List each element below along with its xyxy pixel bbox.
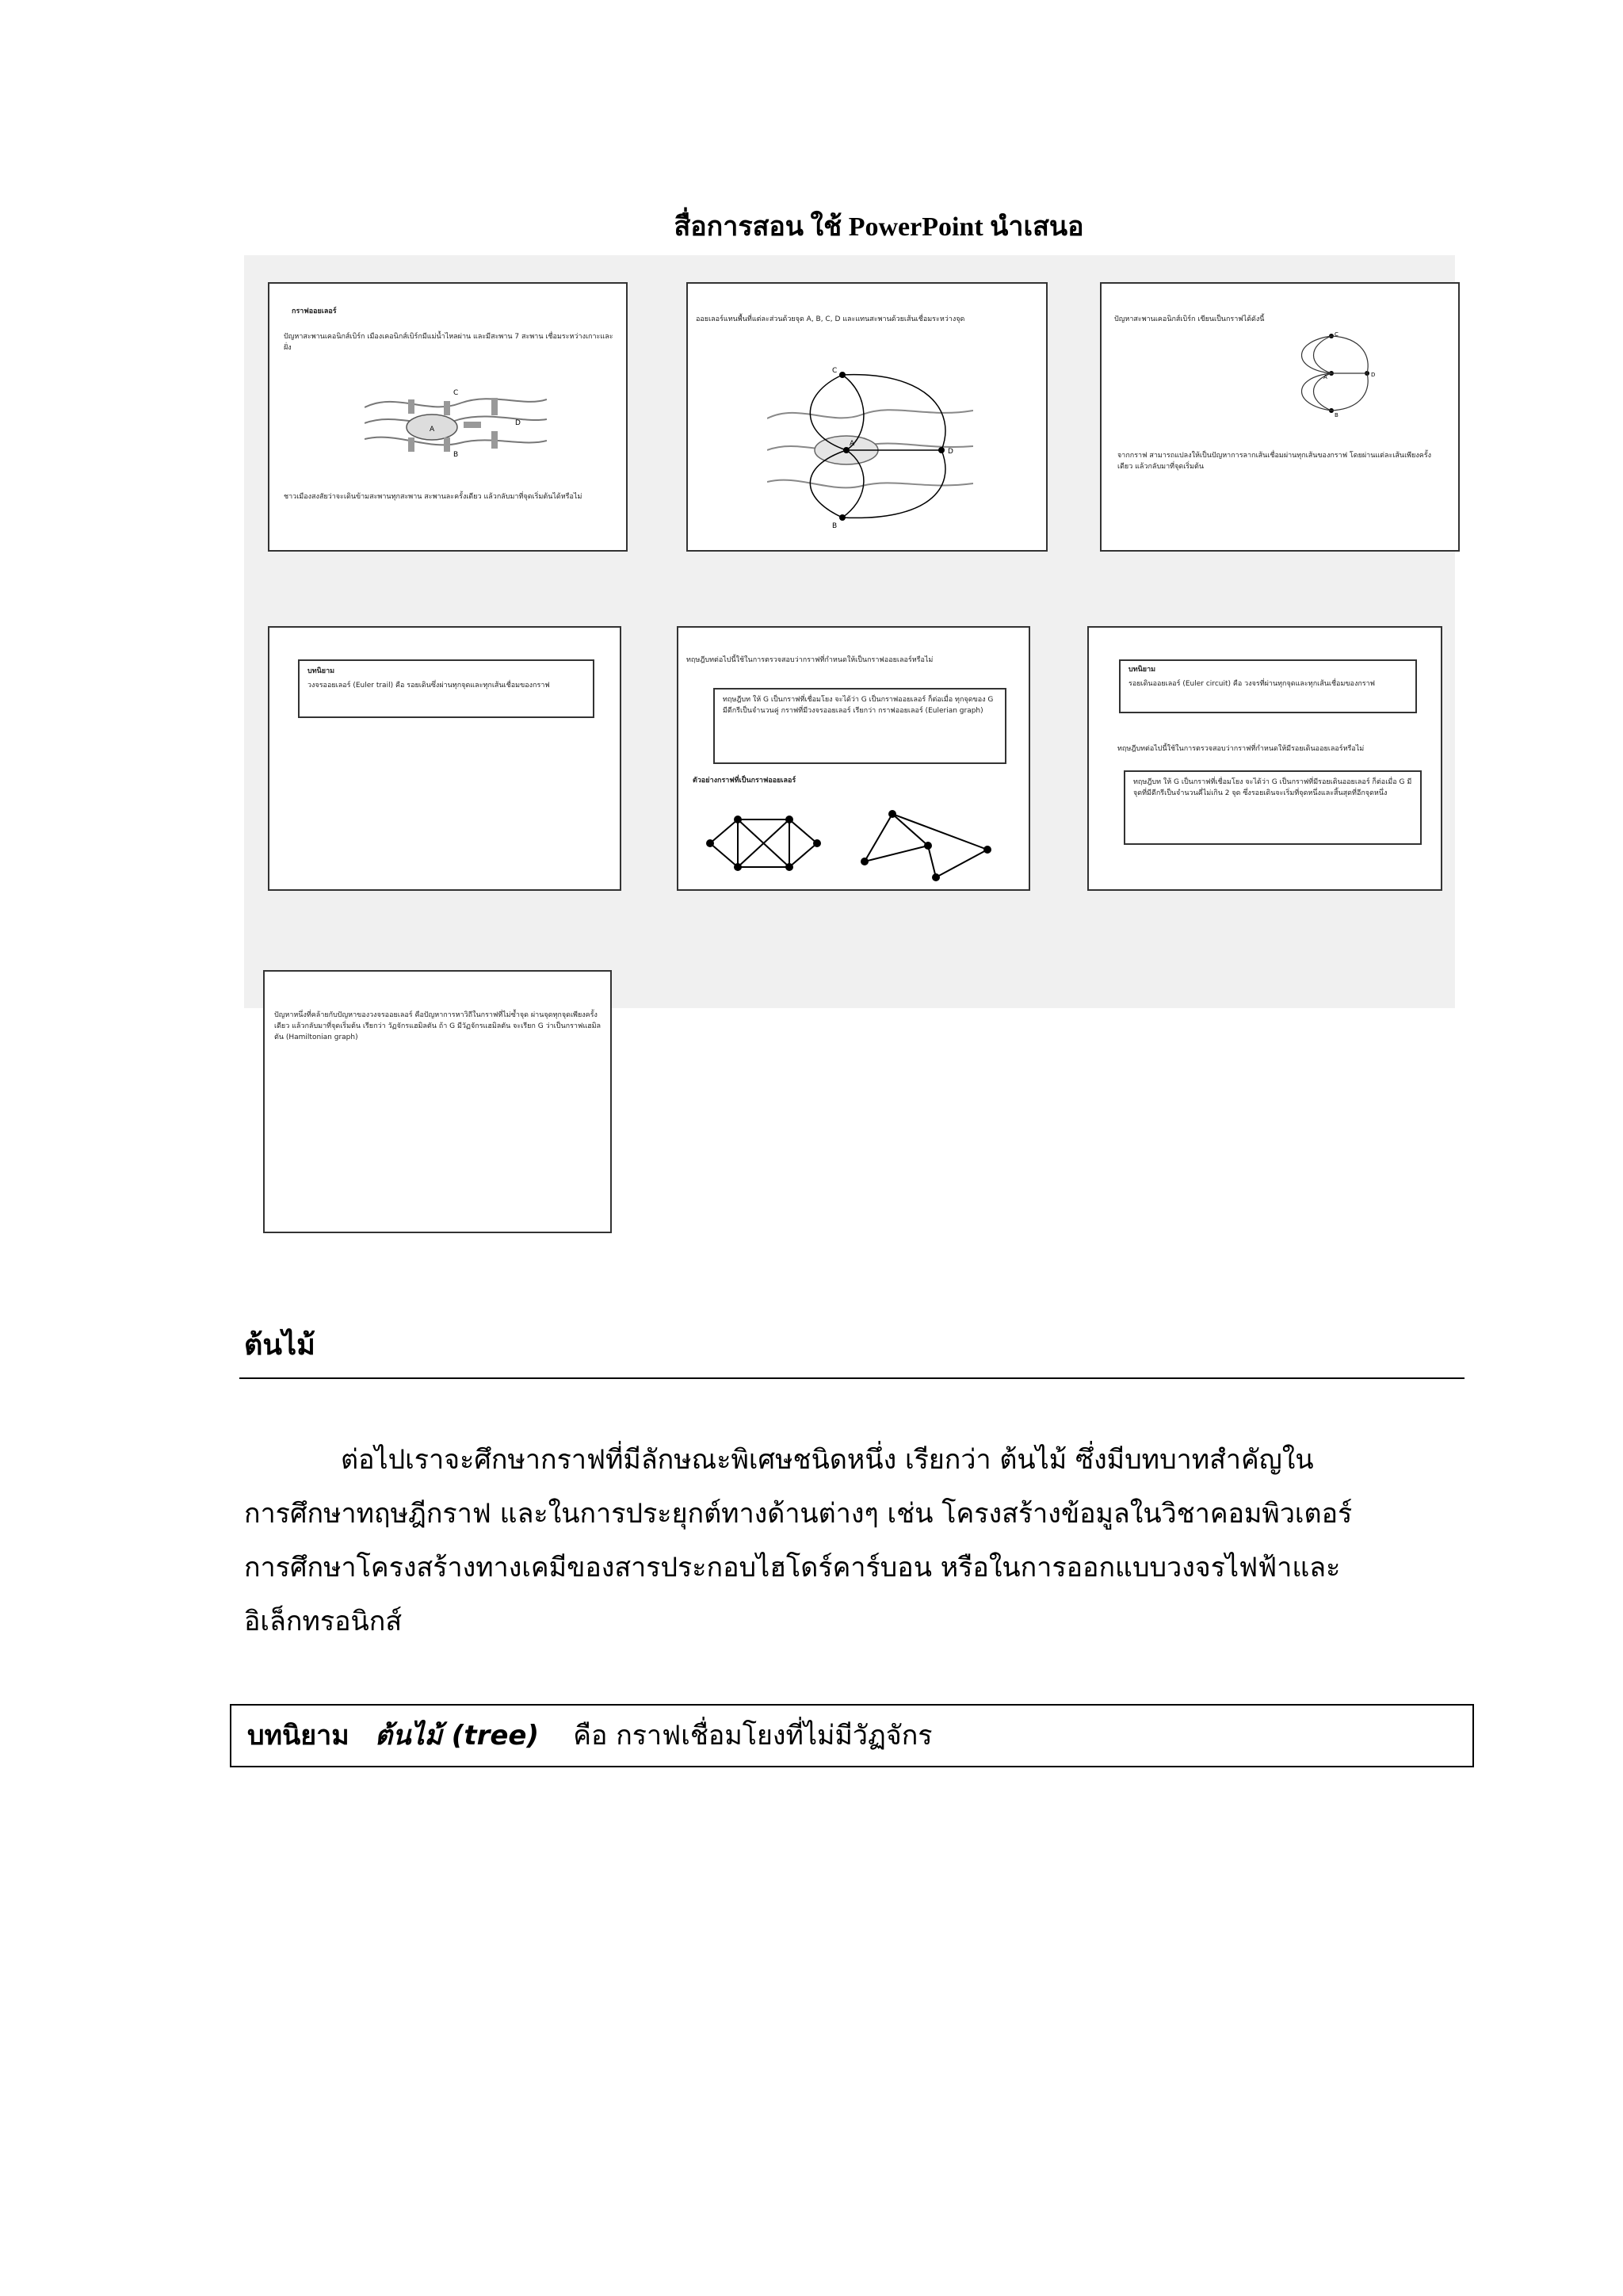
slide-2 <box>686 282 1048 552</box>
slide-2-body: ออยเลอร์แทนพื้นที่แต่ละส่วนด้วยจุด A, B, C, D และแทนสะพานด้วยเส้นเชื่อมระหว่างจุด <box>696 315 965 323</box>
slide-3-label-d: D <box>1371 372 1376 378</box>
section-divider <box>239 1377 1465 1379</box>
slide-4-title: บทนิยาม <box>307 667 335 675</box>
example-graph-1 <box>706 816 821 871</box>
slide-1-footer: ชาวเมืองสงสัยว่าจะเดินข้ามสะพานทุกสะพาน สะพานละครั้งเดียว แล้วกลับมาที่จุดเริ่มต้นได้หรือไม่ <box>284 493 582 501</box>
slide-6-definition-box <box>1119 659 1417 713</box>
euler-graph-examples <box>702 802 1003 881</box>
slide-5 <box>677 626 1030 891</box>
slide-2-label-d: D <box>948 448 953 456</box>
slide-1-body: ปัญหาสะพานเคอนิกส์เบิร์ก เมืองเคอนิกส์เบิร์กมีแม่น้ำไหลผ่าน และมีสะพาน 7 สะพาน เชื่อมระหว่างเกาะและฝั่ง <box>284 333 613 352</box>
slide-1-label-a: A <box>430 426 435 434</box>
slide-4-body: วงจรออยเลอร์ (Euler trail) คือ รอยเดินซึ่งผ่านทุกจุดและทุกเส้นเชื่อมของกราฟ <box>307 682 550 690</box>
definition-label: บทนิยาม <box>247 1720 349 1752</box>
slide-3 <box>1100 282 1460 552</box>
slide-5-example: ตัวอย่างกราฟที่เป็นกราฟออยเลอร์ <box>693 777 796 785</box>
slide-6-body: รอยเดินออยเลอร์ (Euler circuit) คือ วงจรที่ผ่านทุกจุดและทุกเส้นเชื่อมของกราฟ <box>1128 680 1376 688</box>
konigsberg-multigraph <box>1292 330 1379 417</box>
slide-1 <box>268 282 628 552</box>
slide-1-label-b: B <box>453 451 459 459</box>
slide-7 <box>263 970 612 1233</box>
slide-2-label-a: A <box>850 440 855 448</box>
slide-6 <box>1087 626 1442 891</box>
paragraph-line-1: ต่อไปเราจะศึกษากราฟที่มีลักษณะพิเศษชนิดหนึ่ง เรียกว่า ต้นไม้ ซึ่งมีบทบาทสำคัญใน <box>341 1444 1314 1476</box>
slide-2-label-b: B <box>832 522 838 529</box>
section-heading: ต้นไม้ <box>244 1329 315 1362</box>
slide-5-theorem: ทฤษฎีบท ให้ G เป็นกราฟที่เชื่อมโยง จะได้ว่า G เป็นกราฟออยเลอร์ ก็ต่อเมื่อ ทุกจุดของ G มีดีกรีเป็นจำนวนคู่ กราฟที่มีวงจรออยเลอร์ เรียกว่า กราฟออยเลอร์ (Eulerian graph) <box>723 696 994 715</box>
slide-2-label-c: C <box>832 367 838 375</box>
slide-3-label-b: B <box>1335 412 1338 417</box>
slide-4 <box>268 626 621 891</box>
slide-5-theorem-box <box>713 688 1006 764</box>
paragraph-line-3: การศึกษาโครงสร้างทางเคมีของสารประกอบไฮโดร์คาร์บอน หรือในการออกแบบวงจรไฟฟ้าและ <box>244 1552 1341 1584</box>
konigsberg-graph-overlay <box>767 363 973 529</box>
slide-1-label-d: D <box>515 419 521 427</box>
slide-3-label-c: C <box>1335 331 1338 338</box>
slide-3-footer: จากกราฟ สามารถแปลงให้เป็นปัญหาการลากเส้นเชื่อมผ่านทุกเส้นของกราฟ โดยผ่านแต่ละเส้นเพียงครั้งเดียว แล้วกลับมาที่จุดเริ่มต้น <box>1117 452 1431 471</box>
figure-caption: สื่อการสอน ใช้ PowerPoint นำเสนอ <box>674 212 1084 242</box>
slide-1-label-c: C <box>453 389 459 397</box>
definition-text: คือ กราฟเชื่อมโยงที่ไม่มีวัฏจักร <box>573 1720 933 1752</box>
slide-6-theorem-box <box>1124 770 1422 845</box>
slide-6-theorem: ทฤษฎีบท ให้ G เป็นกราฟที่เชื่อมโยง จะได้ว่า G เป็นกราฟที่มีรอยเดินออยเลอร์ ก็ต่อเมื่อ G มีจุดที่มีดีกรีเป็นจำนวนคี่ไม่เกิน 2 จุด ซึ่งรอยเดินจะเริ่มที่จุดหนึ่งและสิ้นสุดที่อีกจุดหนึ่ง <box>1133 778 1412 797</box>
slide-7-body: ปัญหาหนึ่งที่คล้ายกับปัญหาของวงจรออยเลอร์ คือปัญหาการหาวิถีในกราฟที่ไม่ซ้ำจุด ผ่านจุดทุกจุดเพียงครั้งเดียว แล้วกลับมาที่จุดเริ่มต้น เรียกว่า วัฏจักรแฮมิลตัน ถ้า G มีวัฏจักรแฮมิลตัน จะเรียก G ว่าเป็นกราฟแฮมิลตัน (Hamiltonian graph) <box>274 1011 601 1041</box>
paragraph-line-2: การศึกษาทฤษฎีกราฟ และในการประยุกต์ทางด้านต่างๆ เช่น โครงสร้างข้อมูลในวิชาคอมพิวเตอร์ <box>244 1498 1353 1530</box>
paragraph-line-4: อิเล็กทรอนิกส์ <box>244 1606 403 1637</box>
example-graph-2 <box>861 810 991 881</box>
slide-4-definition-box <box>298 659 594 718</box>
konigsberg-river-figure <box>365 384 547 463</box>
intro-paragraph <box>244 1433 1465 1648</box>
tree-definition-box <box>230 1704 1474 1767</box>
slide-5-body: ทฤษฎีบทต่อไปนี้ใช้ในการตรวจสอบว่ากราฟที่กำหนดให้เป็นกราฟออยเลอร์หรือไม่ <box>686 656 934 664</box>
slide-3-body: ปัญหาสะพานเคอนิกส์เบิร์ก เขียนเป็นกราฟได้ดังนี้ <box>1114 315 1265 323</box>
slide-6-mid: ทฤษฎีบทต่อไปนี้ใช้ในการตรวจสอบว่ากราฟที่กำหนดให้มีรอยเดินออยเลอร์หรือไม่ <box>1117 745 1365 753</box>
slide-3-label-a: A <box>1323 374 1327 380</box>
definition-term: ต้นไม้ (tree) <box>375 1720 539 1752</box>
slide-6-title: บทนิยาม <box>1128 666 1156 674</box>
slide-1-title: กราฟออยเลอร์ <box>292 308 337 315</box>
